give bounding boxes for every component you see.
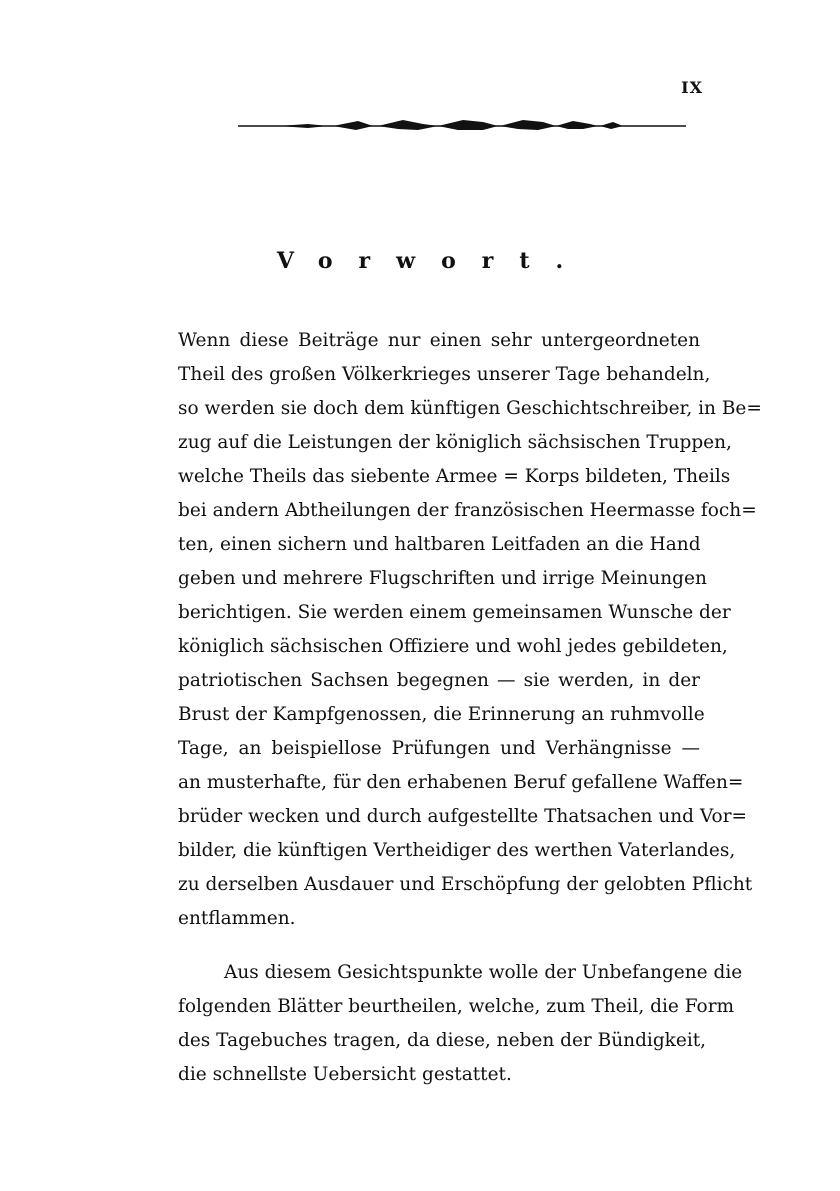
- page-number: IX: [681, 78, 703, 97]
- ornamental-rule: [238, 118, 686, 132]
- text-line: des Tagebuches tragen, da diese, neben der Bündigkeit,: [178, 1030, 707, 1051]
- text-line: brüder wecken und durch aufgestellte Thatsachen und Vor=: [178, 806, 748, 827]
- text-line: entflammen.: [178, 908, 296, 929]
- text-line: so werden sie doch dem künftigen Geschichtschreiber, in Be=: [178, 398, 762, 419]
- paragraph-2: [178, 956, 743, 1092]
- text-line: bei andern Abtheilungen der französischen Heermasse foch=: [178, 500, 757, 521]
- text-line: folgenden Blätter beurtheilen, welche, zum Theil, die Form: [178, 996, 735, 1017]
- text-line: die schnellste Uebersicht gestattet.: [178, 1064, 512, 1085]
- text-line: ten, einen sichern und haltbaren Leitfaden an die Hand: [178, 534, 701, 555]
- text-line: berichtigen. Sie werden einem gemeinsamen Wunsche der: [178, 602, 731, 623]
- text-line: geben und mehrere Flugschriften und irrige Meinungen: [178, 568, 707, 589]
- text-line: bilder, die künftigen Vertheidiger des werthen Vaterlandes,: [178, 840, 736, 861]
- text-line: Tage, an beispiellose Prüfungen und Verhängnisse —: [178, 738, 700, 759]
- text-line: Aus diesem Gesichtspunkte wolle der Unbefangene die: [224, 962, 743, 983]
- text-line: welche Theils das siebente Armee = Korps bildeten, Theils: [178, 466, 731, 487]
- body-text: [178, 324, 762, 1092]
- text-line: patriotischen Sachsen begegnen — sie werden, in der: [178, 670, 700, 691]
- text-line: königlich sächsischen Offiziere und wohl jedes gebildeten,: [178, 636, 728, 657]
- page-heading: Vorwort.: [276, 248, 590, 274]
- text-line: Brust der Kampfgenossen, die Erinnerung an ruhmvolle: [178, 704, 705, 725]
- paragraph-1: [178, 324, 762, 936]
- text-line: Wenn diese Beiträge nur einen sehr untergeordneten: [178, 330, 700, 351]
- text-line: Theil des großen Völkerkrieges unserer Tage behandeln,: [178, 364, 711, 385]
- text-line: an musterhafte, für den erhabenen Beruf gefallene Waffen=: [178, 772, 744, 793]
- text-line: zu derselben Ausdauer und Erschöpfung der gelobten Pflicht: [178, 874, 753, 895]
- text-line: zug auf die Leistungen der königlich sächsischen Truppen,: [178, 432, 732, 453]
